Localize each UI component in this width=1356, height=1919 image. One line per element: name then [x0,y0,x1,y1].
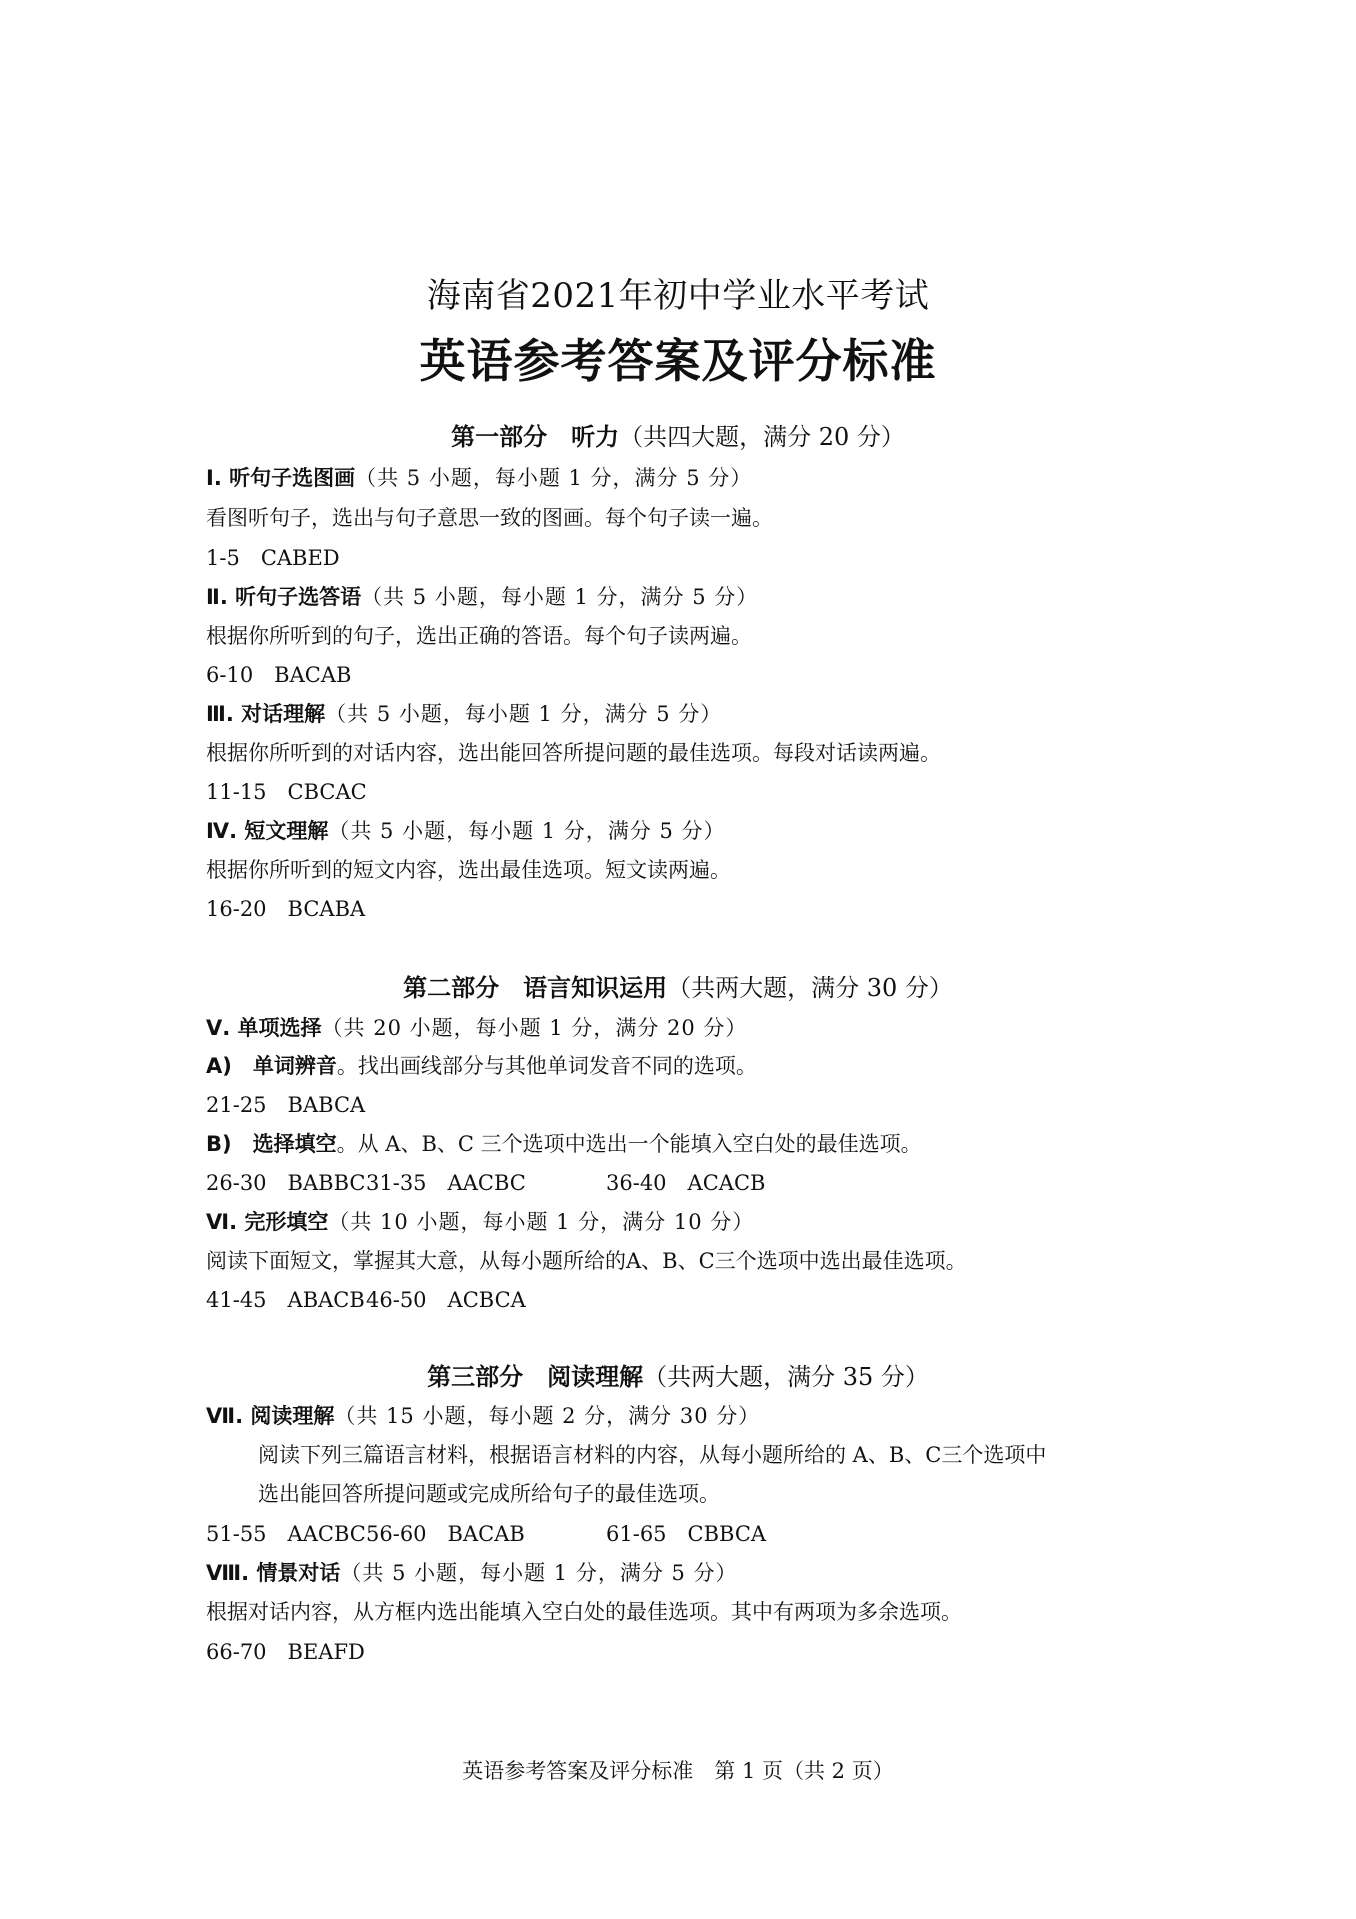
section-3-label: Ⅲ. 对话理解 [206,702,326,726]
part-2-title-main: 第二部分 语言知识运用 [403,974,668,1002]
answer-group: 56-60 BACAB [366,1522,525,1546]
exam-title: 海南省2021年初中学业水平考试 [426,276,930,316]
section-2-instruction: 根据你所听到的句子，选出正确的答语。每个句子读两遍。 [206,624,752,648]
answer-group: 11-15 CBCAC [206,780,367,804]
section-4-label: Ⅳ. 短文理解 [206,819,329,843]
section-5a-text: 。找出画线部分与其他单词发音不同的选项。 [336,1054,757,1078]
section-5-label: Ⅴ. 单项选择 [206,1016,322,1040]
section-1-instruction: 看图听句子，选出与句子意思一致的图画。每个句子读一遍。 [206,506,773,530]
part-3-title-note: （共两大题，满分 35 分） [643,1363,929,1391]
answer-group: 26-30 BABBC [206,1171,366,1195]
section-6-instruction: 阅读下面短文，掌握其大意，从每小题所给的A、B、C三个选项中选出最佳选项。 [206,1249,967,1273]
section-2-label: Ⅱ. 听句子选答语 [206,585,362,609]
section-5a-instruction [206,1050,757,1080]
section-5-heading [206,1012,747,1042]
section-1-note: （共 5 小题，每小题 1 分，满分 5 分） [355,466,753,490]
answer-group: 1-5 CABED [206,546,340,570]
part-3-title-main: 第三部分 阅读理解 [427,1363,644,1391]
answer-group: 66-70 BEAFD [206,1640,365,1664]
section-5a-answers [206,1089,365,1119]
section-3-heading [206,698,722,728]
section-5-note: （共 20 小题，每小题 1 分，满分 20 分） [321,1016,748,1040]
section-4-note: （共 5 小题，每小题 1 分，满分 5 分） [328,819,726,843]
answer-group: 51-55 AACBC [206,1522,366,1546]
section-2-note: （共 5 小题，每小题 1 分，满分 5 分） [361,585,759,609]
section-8-heading [206,1557,738,1587]
section-6-heading [206,1206,754,1236]
section-1-answers [206,542,340,572]
section-6-label: Ⅵ. 完形填空 [206,1210,329,1234]
section-8-note: （共 5 小题，每小题 1 分，满分 5 分） [340,1561,738,1585]
section-7-label: Ⅶ. 阅读理解 [206,1404,335,1428]
document-title: 英语参考答案及评分标准 [419,334,937,388]
answer-group: 31-35 AACBC [366,1171,526,1195]
section-7-heading [206,1400,760,1430]
section-4-answers [206,893,365,923]
section-3-answers [206,776,367,806]
section-7-answers [206,1518,766,1548]
answer-group: 41-45 ABACB [206,1288,365,1312]
section-5a-label: A) 单词辨音 [206,1054,337,1078]
answer-group: 16-20 BCABA [206,897,366,921]
section-3-note: （共 5 小题，每小题 1 分，满分 5 分） [325,702,723,726]
section-5b-instruction [206,1128,922,1158]
section-8-answers [206,1636,365,1666]
section-1-label: Ⅰ. 听句子选图画 [206,466,356,490]
section-7-instruction-line2: 选出能回答所提问题或完成所给句子的最佳选项。 [258,1482,720,1506]
section-7-note: （共 15 小题，每小题 2 分，满分 30 分） [334,1404,761,1428]
part-2-title [0,968,1356,1003]
section-8-instruction: 根据对话内容，从方框内选出能填入空白处的最佳选项。其中有两项为多余选项。 [206,1600,962,1624]
section-5b-label: B) 选择填空 [206,1132,337,1156]
answer-group: 46-50 ACBCA [366,1288,526,1312]
part-1-title-main: 第一部分 听力 [451,423,620,451]
answer-group: 36-40 ACACB [606,1171,766,1195]
part-3-title [0,1357,1356,1392]
section-2-answers [206,659,351,689]
page-footer: 英语参考答案及评分标准 第 1 页（共 2 页） [462,1759,894,1783]
section-3-instruction: 根据你所听到的对话内容，选出能回答所提问题的最佳选项。每段对话读两遍。 [206,741,941,765]
section-5b-text: 。从 A、B、C 三个选项中选出一个能填入空白处的最佳选项。 [336,1132,922,1156]
section-7-instruction-line1: 阅读下列三篇语言材料，根据语言材料的内容，从每小题所给的 A、B、C三个选项中 [258,1443,1047,1467]
section-6-answers [206,1284,526,1314]
section-5b-answers [206,1167,765,1197]
section-4-heading [206,815,726,845]
answer-group: 61-65 CBBCA [606,1522,767,1546]
part-1-title-note: （共四大题，满分 20 分） [619,423,905,451]
answer-group: 6-10 BACAB [206,663,352,687]
section-6-note: （共 10 小题，每小题 1 分，满分 10 分） [328,1210,755,1234]
part-1-title [0,417,1356,452]
section-8-label: Ⅷ. 情景对话 [206,1561,341,1585]
section-4-instruction: 根据你所听到的短文内容，选出最佳选项。短文读两遍。 [206,858,731,882]
section-1-heading [206,462,752,492]
section-2-heading [206,581,758,611]
part-2-title-note: （共两大题，满分 30 分） [667,974,953,1002]
answer-group: 21-25 BABCA [206,1093,366,1117]
